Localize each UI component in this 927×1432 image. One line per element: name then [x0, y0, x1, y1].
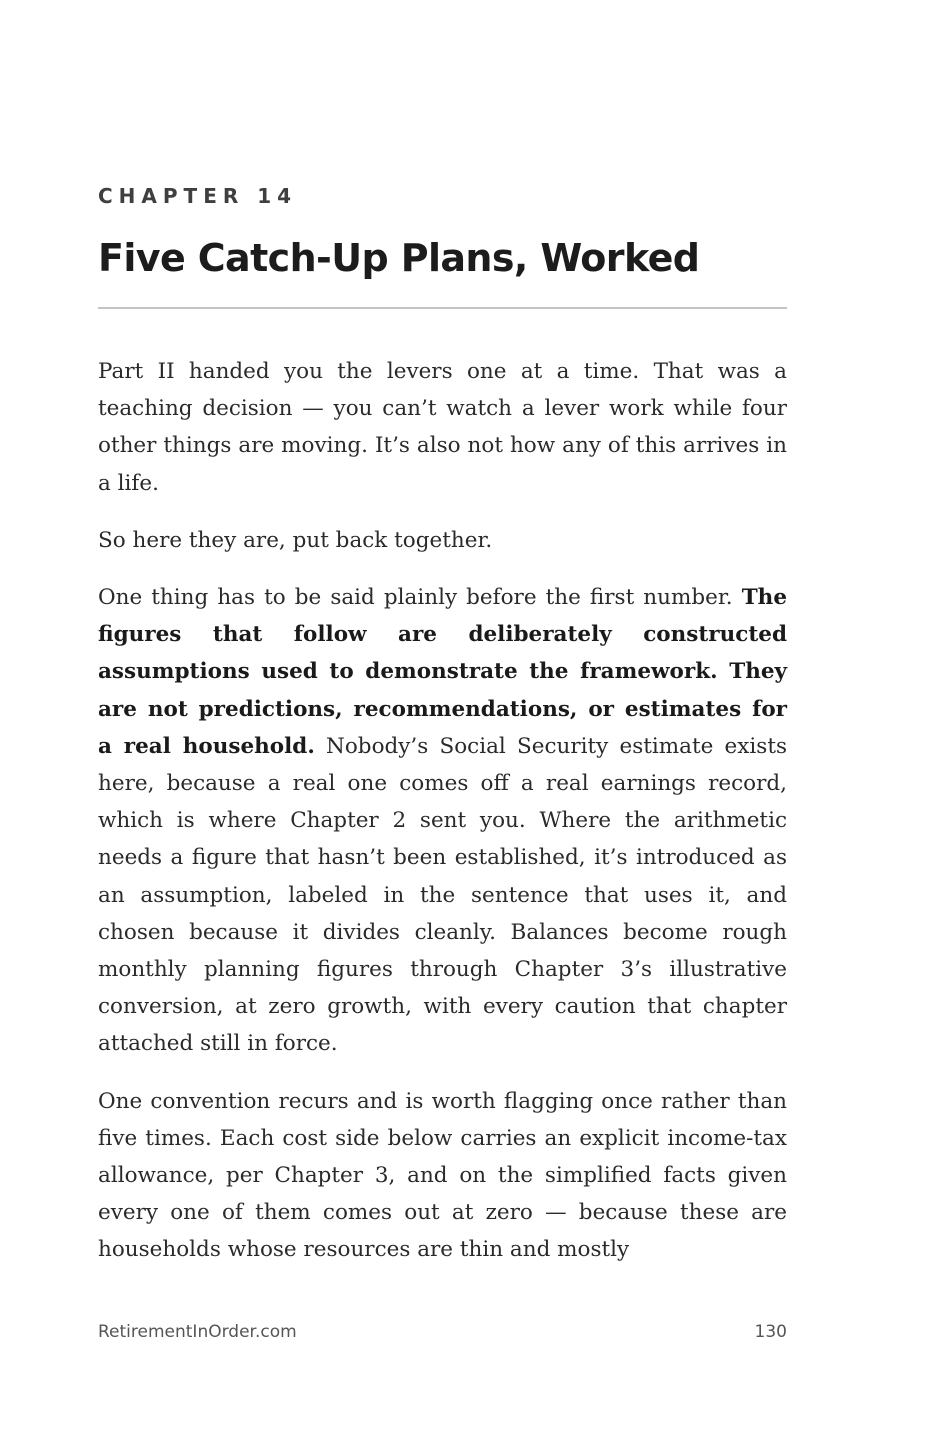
body-text — [98, 353, 787, 1289]
paragraph-3-rest: Nobody’s Social Security estimate exists here, because a real one comes off a real earnings record, which is where Chapter 2 sent you. Where the arithmetic needs a figure that hasn’t been established, it’s introduced as an assumption, labeled in the sentence that uses it, and chosen because it divides cleanly. Balances become rough monthly planning figures through Chapter 3’s illustrative conversion, at zero growth, with every caution that chapter attached still in force. — [98, 733, 787, 1057]
paragraph-3-bold-disclaimer: The figures that follow are deliberately constructed assumptions used to demonstrate the framework. They are not predictions, recommendations, or estimates for a real household. — [98, 585, 787, 759]
paragraph-3 — [98, 579, 787, 1063]
chapter-title: Five Catch-Up Plans, Worked — [98, 236, 700, 280]
paragraph-3-intro: One thing has to be said plainly before the first number. — [98, 585, 742, 611]
paragraph-4: One convention recurs and is worth flagging once rather than five times. Each cost side below carries an explicit income-tax allowance, per Chapter 3, and on the simplified facts given every one of them comes out at zero — because these are households whose resources are thin and mostly — [98, 1088, 787, 1263]
page-number: 130 — [754, 1322, 787, 1342]
chapter-label: CHAPTER 14 — [98, 184, 298, 208]
footer-site: RetirementInOrder.com — [98, 1322, 297, 1342]
paragraph-1: Part II handed you the levers one at a time. That was a teaching decision — you can’t watch a lever work while four other things are moving. It’s also not how any of this arrives in a life. — [98, 359, 787, 496]
paragraph-2: So here they are, put back together. — [98, 527, 493, 553]
title-divider — [98, 307, 787, 309]
